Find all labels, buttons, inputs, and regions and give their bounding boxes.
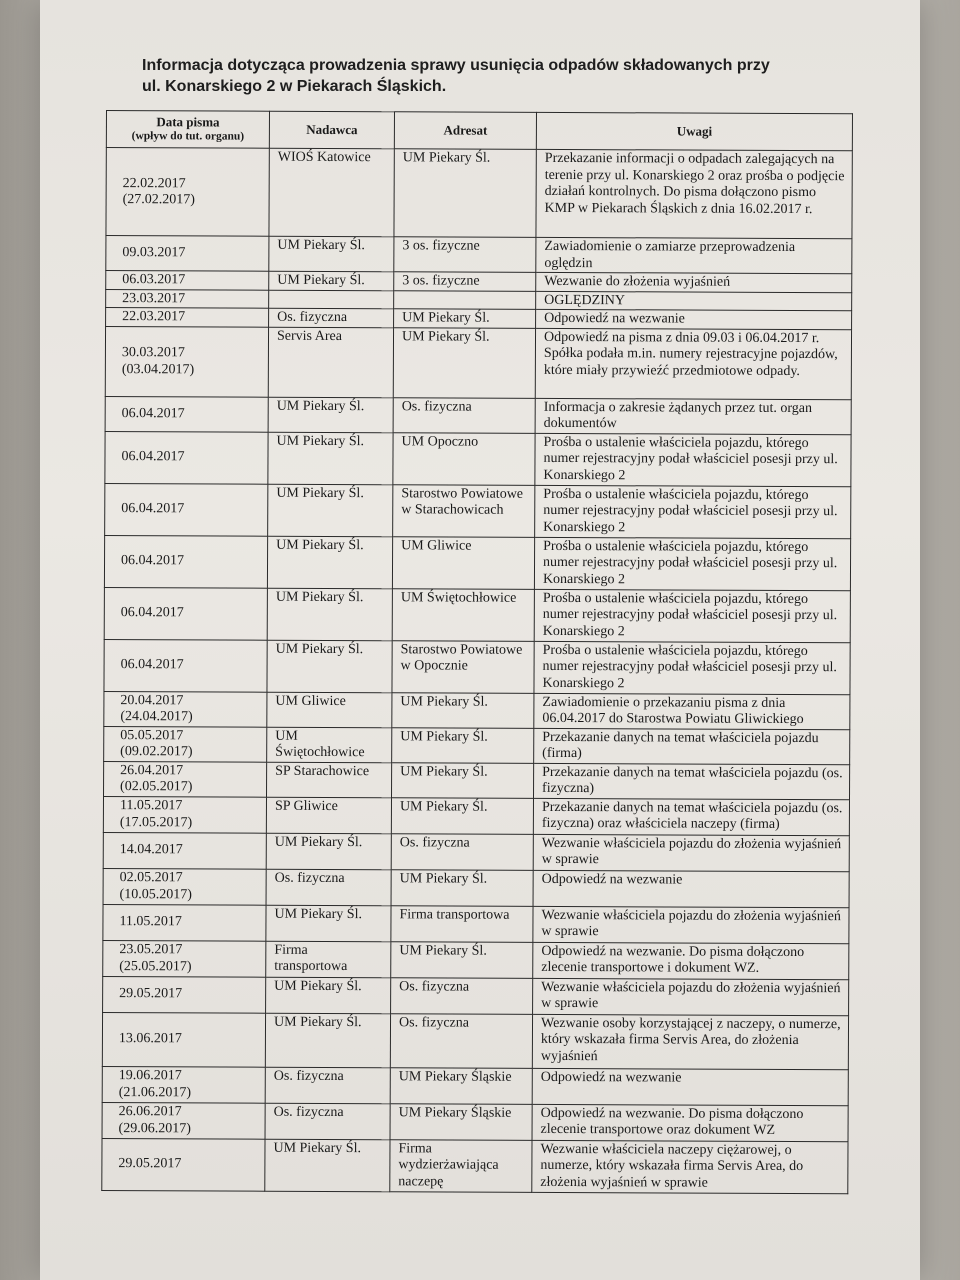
- table-row: [103, 868, 849, 907]
- cell-addressee: Os. fizyczna: [391, 977, 533, 1014]
- cell-remarks: Odpowiedź na wezwanie: [536, 309, 852, 329]
- cell-addressee: [394, 290, 536, 309]
- letter-date: 23.03.2017: [122, 290, 186, 306]
- cell-sender: Os. fizyczna: [265, 1103, 390, 1140]
- letter-date: 06.04.2017: [121, 553, 185, 569]
- cell-sender: Firma transportowa: [266, 941, 391, 978]
- cell-date: [106, 271, 269, 290]
- cell-remarks: Zawiadomienie o przekazaniu pisma z dnia 06.04.2017 do Starostwa Powiatu Gliwickiego: [534, 693, 850, 729]
- table-row: [105, 483, 851, 538]
- letter-date: 26.06.2017: [118, 1104, 182, 1120]
- table-row: [103, 940, 849, 979]
- letter-date: 06.04.2017: [120, 605, 184, 621]
- table-row: [106, 236, 852, 274]
- cell-sender: UM Świętochłowice: [267, 727, 392, 763]
- cell-sender: Os. fizyczna: [265, 1067, 390, 1104]
- letter-date: 11.05.2017: [119, 914, 182, 930]
- cell-addressee: Starostwo Powiatowe w Opocznie: [392, 640, 534, 693]
- table-row: [104, 761, 850, 799]
- cell-addressee: 3 os. fizyczne: [394, 237, 536, 273]
- letter-date: 29.05.2017: [118, 1156, 182, 1172]
- received-date: (27.02.2017): [122, 192, 195, 208]
- cell-sender: UM Piekary Śl.: [266, 977, 391, 1014]
- table-row: [102, 1066, 848, 1105]
- cell-date: [103, 796, 266, 833]
- letter-date: 06.03.2017: [122, 272, 186, 288]
- header-remarks: Uwagi: [536, 112, 852, 150]
- cell-remarks: Przekazanie danych na temat właściciela pojazdu (os. fizyczna): [534, 763, 850, 799]
- cell-date: [102, 1138, 265, 1191]
- letter-date: 09.03.2017: [122, 245, 186, 261]
- cell-date: [103, 940, 266, 977]
- table-row: [104, 535, 850, 590]
- header-sender: Nadawca: [269, 111, 394, 149]
- letter-date: 26.04.2017: [120, 762, 184, 778]
- cell-sender: WIOŚ Katowice: [269, 148, 394, 237]
- correspondence-table: [101, 110, 853, 1194]
- cell-sender: SP Gliwice: [266, 797, 391, 834]
- cell-sender: UM Piekary Śl.: [269, 271, 394, 290]
- cell-sender: UM Piekary Śl.: [268, 484, 393, 537]
- cell-sender: SP Starachowice: [267, 762, 392, 798]
- letter-date: 20.04.2017: [120, 692, 184, 708]
- table-row: [103, 976, 849, 1015]
- table-row: [102, 1102, 848, 1141]
- document-title: [142, 55, 862, 97]
- cell-remarks: Wezwanie osoby korzystającej z naczepy, o numerze, który wskazała firma Servis Area, do złożenia wyjaśnień: [532, 1014, 848, 1069]
- letter-date: 29.05.2017: [119, 986, 183, 1002]
- cell-sender: Os. fizyczna: [266, 869, 391, 906]
- table-row: [103, 832, 849, 871]
- cell-remarks: Prośba o ustalenie właściciela pojazdu, którego numer rejestracyjny podał właściciel posesji przy ul. Konarskiego 2: [534, 589, 850, 642]
- letter-date: 14.04.2017: [119, 842, 183, 858]
- cell-sender: UM Piekary Śl.: [268, 397, 393, 433]
- cell-remarks: Prośba o ustalenie właściciela pojazdu, którego numer rejestracyjny podał właściciel posesji przy ul. Konarskiego 2: [535, 485, 851, 538]
- received-date: (25.05.2017): [119, 958, 192, 974]
- letter-date: 22.03.2017: [122, 309, 186, 325]
- received-date: (03.04.2017): [121, 361, 195, 377]
- received-date: (17.05.2017): [119, 814, 193, 830]
- cell-remarks: Wezwanie właściciela pojazdu do złożenia wyjaśnień w sprawie: [533, 834, 849, 871]
- title-line-2: ul. Konarskiego 2 w Piekarach Śląskich.: [142, 78, 447, 95]
- received-date: (10.05.2017): [119, 886, 192, 902]
- cell-addressee: UM Piekary Śl.: [391, 941, 533, 978]
- cell-remarks: OGLĘDZINY: [536, 291, 852, 311]
- cell-date: [105, 396, 268, 432]
- letter-date: 06.04.2017: [121, 405, 185, 422]
- cell-remarks: Odpowiedź na wezwanie: [533, 870, 849, 907]
- letter-date: 06.04.2017: [120, 657, 184, 673]
- letter-date: 23.05.2017: [119, 942, 183, 958]
- letter-date: 02.05.2017: [119, 870, 183, 886]
- cell-date: [105, 431, 268, 484]
- cell-date: [104, 587, 267, 640]
- cell-date: [106, 148, 269, 237]
- cell-date: [102, 1102, 265, 1139]
- header-date-label: Data pisma: [156, 114, 220, 130]
- received-date: (29.06.2017): [118, 1120, 191, 1136]
- cell-remarks: Przekazanie danych na temat właściciela pojazdu (os. fizyczna) oraz właściciela naczepy (firma): [533, 798, 849, 835]
- table-row: [105, 396, 851, 434]
- cell-addressee: UM Piekary Śl.: [392, 727, 534, 763]
- cell-remarks: Prośba o ustalenie właściciela pojazdu, którego numer rejestracyjny podał właściciel posesji przy ul. Konarskiego 2: [534, 537, 850, 590]
- letter-date: 22.02.2017: [122, 175, 186, 191]
- cell-date: [104, 535, 267, 588]
- cell-addressee: UM Piekary Śl.: [391, 797, 533, 834]
- cell-addressee: UM Opoczno: [393, 432, 535, 485]
- letter-date: 13.06.2017: [118, 1031, 182, 1047]
- cell-date: [104, 726, 267, 762]
- cell-addressee: UM Piekary Śl.: [394, 309, 536, 328]
- table-row: [104, 587, 850, 642]
- received-date: (24.04.2017): [120, 709, 193, 725]
- received-date: (09.02.2017): [120, 744, 193, 760]
- table-row: [103, 904, 849, 943]
- cell-date: [104, 691, 267, 727]
- cell-date: [105, 326, 268, 397]
- cell-addressee: UM Piekary Śląskie: [390, 1103, 532, 1140]
- cell-remarks: Przekazanie danych na temat właściciela pojazdu (firma): [534, 728, 850, 764]
- cell-date: [103, 976, 266, 1013]
- title-line-1: Informacja dotycząca prowadzenia sprawy usunięcia odpadów składowanych przy: [142, 57, 770, 74]
- cell-sender: UM Gliwice: [267, 692, 392, 728]
- cell-addressee: 3 os. fizyczne: [394, 272, 536, 291]
- table-row: [104, 691, 850, 729]
- cell-addressee: UM Piekary Śl.: [392, 762, 534, 798]
- cell-addressee: UM Gliwice: [392, 536, 534, 589]
- cell-sender: UM Piekary Śl.: [267, 588, 392, 641]
- cell-remarks: Zawiadomienie o zamiarze przeprowadzenia oględzin: [536, 237, 852, 273]
- cell-addressee: UM Piekary Śl.: [394, 149, 536, 238]
- cell-remarks: Odpowiedź na wezwanie. Do pisma dołączono zlecenie transportowe oraz dokument WZ: [532, 1104, 848, 1141]
- cell-sender: UM Piekary Śl.: [268, 432, 393, 485]
- cell-sender: UM Piekary Śl.: [265, 1139, 390, 1192]
- cell-date: [104, 761, 267, 797]
- cell-date: [103, 868, 266, 905]
- table-row: [102, 1012, 848, 1069]
- cell-date: [105, 483, 268, 536]
- cell-addressee: UM Piekary Śl.: [393, 327, 535, 398]
- table-row: [103, 796, 849, 835]
- letter-date: 19.06.2017: [118, 1068, 182, 1084]
- cell-sender: Os. fizyczna: [269, 308, 394, 327]
- cell-sender: UM Piekary Śl.: [269, 236, 394, 272]
- cell-addressee: Os. fizyczna: [393, 397, 535, 433]
- cell-remarks: Wezwanie właściciela naczepy ciężarowej, o numerze, który wskazała firma Servis Area, do złożenia wyjaśnień w sprawie: [532, 1140, 848, 1193]
- header-addressee: Adresat: [394, 112, 536, 150]
- cell-addressee: UM Piekary Śląskie: [390, 1067, 532, 1104]
- cell-remarks: Wezwanie właściciela pojazdu do złożenia wyjaśnień w sprawie: [533, 978, 849, 1015]
- cell-sender: UM Piekary Śl.: [265, 1013, 390, 1068]
- letter-date: 11.05.2017: [119, 798, 183, 814]
- letter-date: 06.04.2017: [121, 449, 185, 465]
- cell-sender: UM Piekary Śl.: [267, 640, 392, 693]
- cell-addressee: Os. fizyczna: [391, 833, 533, 870]
- cell-date: [102, 1066, 265, 1103]
- cell-remarks: Prośba o ustalenie właściciela pojazdu, którego numer rejestracyjny podał właściciel posesji przy ul. Konarskiego 2: [534, 641, 850, 694]
- cell-date: [106, 236, 269, 272]
- cell-addressee: UM Świętochłowice: [392, 588, 534, 641]
- cell-date: [102, 1012, 265, 1067]
- received-date: (02.05.2017): [120, 779, 193, 795]
- cell-remarks: Odpowiedź na wezwanie. Do pisma dołączono zlecenie transportowe i dokument WZ.: [533, 942, 849, 979]
- letter-date: 05.05.2017: [120, 727, 184, 743]
- cell-sender: [269, 290, 394, 309]
- table-row: [105, 326, 851, 399]
- cell-addressee: Firma transportowa: [391, 905, 533, 942]
- cell-addressee: Firma wydzierżawiająca naczepę: [390, 1139, 532, 1192]
- cell-date: [106, 289, 269, 308]
- letter-date: 06.04.2017: [121, 501, 185, 517]
- cell-remarks: Odpowiedź na pisma z dnia 09.03 i 06.04.2017 r. Spółka podała m.in. numery rejestracyjne pojazdów, które miały przywieźć przedmiotowe odpady.: [535, 328, 851, 399]
- header-date: [106, 111, 269, 149]
- cell-remarks: Wezwanie właściciela pojazdu do złożenia wyjaśnień w sprawie: [533, 906, 849, 943]
- cell-date: [103, 832, 266, 869]
- table-row: [104, 726, 850, 764]
- letter-date: 30.03.2017: [121, 345, 185, 361]
- header-date-sublabel: (wpływ do tut. organu): [131, 130, 245, 143]
- cell-sender: UM Piekary Śl.: [266, 833, 391, 870]
- cell-remarks: Prośba o ustalenie właściciela pojazdu, którego numer rejestracyjny podał właściciel posesji przy ul. Konarskiego 2: [535, 433, 851, 486]
- cell-sender: UM Piekary Śl.: [267, 536, 392, 589]
- table-body: [102, 148, 853, 1194]
- cell-remarks: Odpowiedź na wezwanie: [532, 1068, 848, 1105]
- table-row: [106, 148, 852, 239]
- cell-date: [106, 308, 269, 327]
- cell-addressee: Starostwo Powiatowe w Starachowicach: [393, 484, 535, 537]
- cell-sender: Servis Area: [268, 327, 393, 398]
- cell-date: [104, 639, 267, 692]
- cell-remarks: Wezwanie do złożenia wyjaśnień: [536, 272, 852, 292]
- cell-remarks: Informacja o zakresie żądanych przez tut. organ dokumentów: [535, 398, 851, 434]
- cell-addressee: Os. fizyczna: [390, 1013, 532, 1068]
- table-row: [104, 639, 850, 694]
- table-row: [105, 431, 851, 486]
- cell-addressee: UM Piekary Śl.: [392, 692, 534, 728]
- cell-sender: UM Piekary Śl.: [266, 905, 391, 942]
- cell-addressee: UM Piekary Śl.: [391, 869, 533, 906]
- table-row: [102, 1138, 848, 1193]
- received-date: (21.06.2017): [118, 1084, 192, 1100]
- table-header-row: [106, 111, 852, 151]
- cell-remarks: Przekazanie informacji o odpadach zalegających na terenie przy ul. Konarskiego 2 oraz prośba o podjęcie działań kontrolnych. Do pisma dołączono pismo KMP w Piekarach Śląskich z dnia 16.02.2017 r.: [536, 149, 852, 238]
- cell-date: [103, 904, 266, 941]
